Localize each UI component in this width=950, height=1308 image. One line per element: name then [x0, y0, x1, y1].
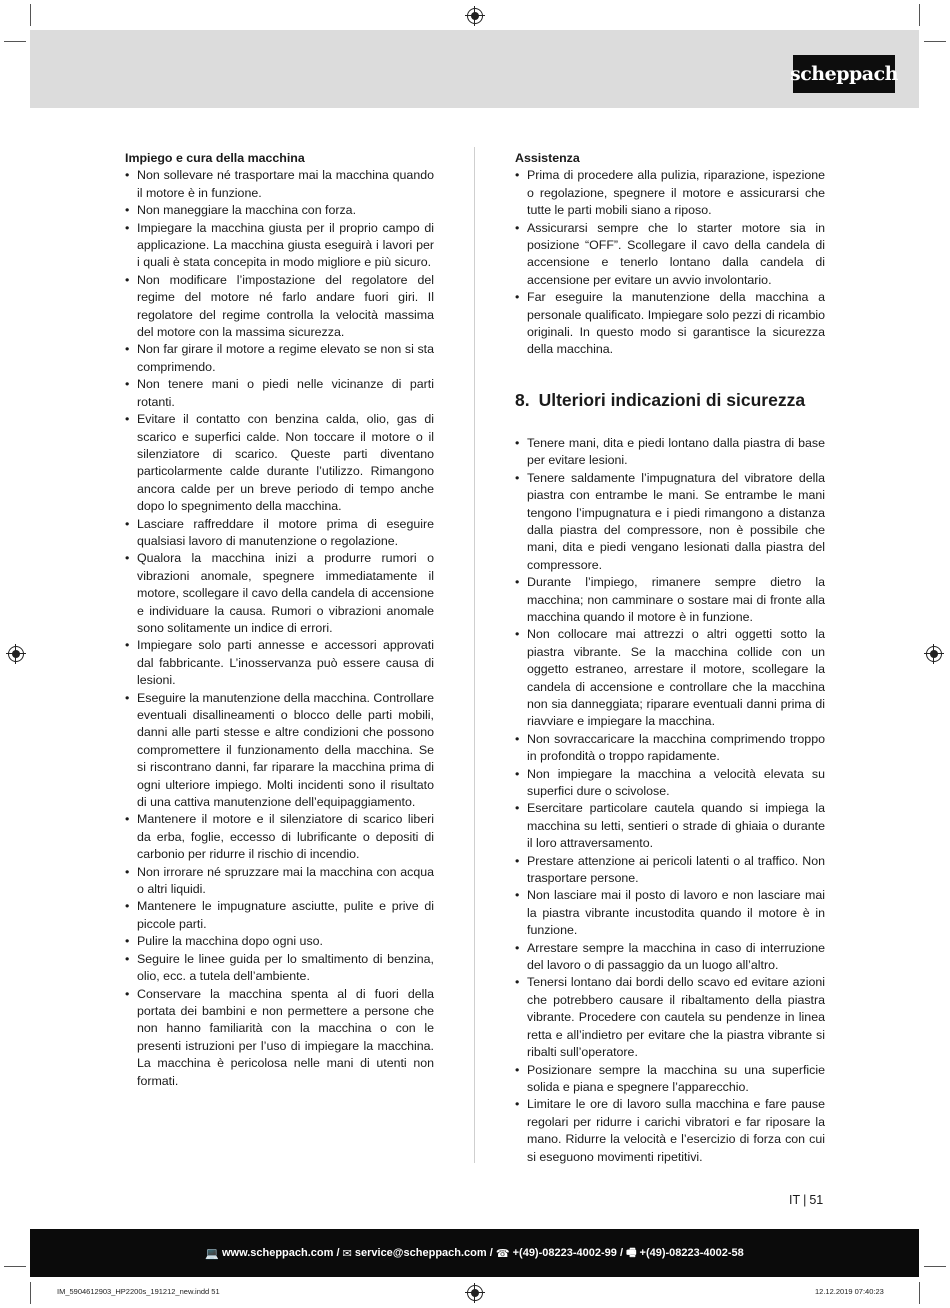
list-item: • Pulire la macchina dopo ogni uso.	[125, 933, 434, 950]
scheppach-logo	[790, 55, 898, 93]
list-item: • Eseguire la manutenzione della macchina. Controllare eventuali disallineamenti o blocco delle parti mobili, danni alle parti stesse e altre condizioni che possono compromettere il funzionamento della macchina. Se si riscontrano danni, far riparare la macchina prima di ogni ulteriore impiego. Molti incidenti sono il risultato di una cattiva manutenzione dell’equipaggiamento.	[125, 690, 434, 812]
column-divider	[474, 147, 475, 1163]
safety-bullet-list	[515, 435, 825, 1166]
list-item: • Qualora la macchina inizi a produrre rumori o vibrazioni anomale, spegnere immediatamente il motore, scollegare il cavo della candela di accensione e individuare la causa. Rumori o vibrazioni anomale sono solitamente un indice di errori.	[125, 550, 434, 637]
list-item: • Non irrorare né spruzzare mai la macchina con acqua o altri liquidi.	[125, 864, 434, 899]
footer-fax: +(49)-08223-4002-58	[639, 1247, 744, 1259]
list-item: • Evitare il contatto con benzina calda, olio, gas di scarico e superfici calde. Non toccare il motore o il silenziatore di scarico. Queste parti diventano particolarmente calde durante l’utilizzo. Rimangono ancora calde per un breve periodo di tempo anche dopo lo spegnimento della macchina.	[125, 411, 434, 515]
logo-text: scheppach	[790, 63, 898, 85]
list-item: • Impiegare solo parti annesse e accessori approvati dal fabbricante. L’inosservanza può essere causa di lesioni.	[125, 637, 434, 689]
list-item: • Non impiegare la macchina a velocità elevata su superfici dure o scivolose.	[515, 766, 825, 801]
section-title	[515, 389, 825, 411]
page-language: IT	[789, 1193, 801, 1207]
crop-mark	[30, 1282, 31, 1304]
crop-mark	[919, 1282, 920, 1304]
left-bullet-list	[125, 167, 434, 1090]
crop-mark	[30, 4, 31, 26]
crop-mark	[924, 41, 946, 42]
list-item: • Esercitare particolare cautela quando si impiega la macchina su letti, sentieri o strade di ghiaia o durante il loro attraversamento.	[515, 800, 825, 852]
list-item: • Non lasciare mai il posto di lavoro e non lasciare mai la piastra vibrante incustodita quando il motore è in funzione.	[515, 887, 825, 939]
slug-filename: IM_5904612903_HP2200s_191212_new.indd 51	[57, 1287, 220, 1296]
list-item: • Prima di procedere alla pulizia, riparazione, ispezione o regolazione, spegnere il motore e assicurarsi che tutte le parti mobili siano a riposo.	[515, 167, 825, 219]
footer-separator: /	[616, 1247, 627, 1259]
registration-mark-icon	[467, 8, 483, 24]
list-item: • Non sollevare né trasportare mai la macchina quando il motore è in funzione.	[125, 167, 434, 202]
list-item: • Posizionare sempre la macchina su una superficie solida e piana e spegnere l’apparecchio.	[515, 1062, 825, 1097]
list-item: • Mantenere il motore e il silenziatore di scarico liberi da erba, foglie, eccesso di lubrificante o depositi di carbonio per ridurre il rischio di incendio.	[125, 811, 434, 863]
slug-date: 12.12.2019 07:40:23	[815, 1287, 884, 1296]
footer-website[interactable]: www.scheppach.com	[221, 1247, 334, 1259]
registration-mark-icon	[926, 646, 942, 662]
list-item: • Non collocare mai attrezzi o altri oggetti sotto la piastra vibrante. Se la macchina collide con un oggetto estraneo, arrestare il motore, scollegare la candela di accensione e controllare che la macchina non sia danneggiata; riparare eventuali danni prima di riavviare e impiegare la macchina.	[515, 626, 825, 730]
crop-mark	[919, 4, 920, 26]
registration-mark-icon	[467, 1285, 483, 1301]
fax-icon: 🖷	[626, 1246, 640, 1259]
list-item: • Lasciare raffreddare il motore prima di eseguire qualsiasi lavoro di manutenzione o regolazione.	[125, 516, 434, 551]
crop-mark	[924, 1266, 946, 1267]
list-item: • Far eseguire la manutenzione della macchina a personale qualificato. Impiegare solo pezzi di ricambio originali. In questo modo si garantisce la sicurezza della macchina.	[515, 289, 825, 359]
list-item: • Non far girare il motore a regime elevato se non si sta comprimendo.	[125, 341, 434, 376]
right-bullet-list	[515, 167, 825, 358]
list-item: • Assicurarsi sempre che lo starter motore sia in posizione “OFF”. Scollegare il cavo della candela di accensione e tenerlo lontano dalla candela di accensione per evitare un avvio involontario.	[515, 220, 825, 290]
section-number: 8.	[515, 389, 530, 410]
footer-phone: +(49)-08223-4002-99	[512, 1247, 617, 1259]
list-item: • Arrestare sempre la macchina in caso di interruzione del lavoro o di passaggio da un luogo all’altro.	[515, 940, 825, 975]
page-number-value: 51	[809, 1193, 824, 1207]
footer-bar	[30, 1229, 919, 1277]
registration-mark-icon	[8, 646, 24, 662]
footer-email[interactable]: service@scheppach.com	[354, 1247, 487, 1259]
list-item: • Limitare le ore di lavoro sulla macchina e fare pause regolari per ridurre i carichi vibratori e far riposare la mano. Ridurre la velocità e l’esercizio di forza con cui si eseguono movimenti ripetitivi.	[515, 1096, 825, 1166]
left-column	[125, 150, 434, 1090]
computer-icon: 💻	[205, 1247, 222, 1260]
list-item: • Tenersi lontano dai bordi dello scavo ed evitare azioni che potrebbero causare il ribaltamento della piastra vibrante. Procedere con cautela su pendenze in linea retta e all’indietro per evitare che la piastra vibrante si ribalti sull’operatore.	[515, 974, 825, 1061]
list-item: • Seguire le linee guida per lo smaltimento di benzina, olio, ecc. a tutela dell’ambiente.	[125, 951, 434, 986]
right-column	[515, 150, 825, 1166]
list-item: • Tenere saldamente l’impugnatura del vibratore della piastra con entrambe le mani. Se entrambe le mani tengono l’impugnatura e i piedi rimangono a distanza dalla piastra del compressore, non è possibile che mani, dita e piedi vengano lesionati dalla piastra del compressore.	[515, 470, 825, 574]
crop-mark	[4, 41, 26, 42]
phone-icon: ☎	[495, 1247, 513, 1260]
list-item: • Non tenere mani o piedi nelle vicinanze di parti rotanti.	[125, 376, 434, 411]
heading-assistenza: Assistenza	[515, 151, 580, 165]
section-title-text: Ulteriori indicazioni di sicurezza	[538, 389, 806, 410]
heading-impiego: Impiego e cura della macchina	[125, 151, 305, 165]
list-item: • Durante l’impiego, rimanere sempre dietro la macchina; non camminare o sostare mai di fronte alla macchina quando il motore è in funzione.	[515, 574, 825, 626]
footer-separator: /	[333, 1247, 343, 1259]
list-item: • Impiegare la macchina giusta per il proprio campo di applicazione. La macchina giusta eseguirà i lavori per i quali è stata concepita in modo migliore e più sicuro.	[125, 220, 434, 272]
footer-separator: /	[486, 1247, 496, 1259]
crop-mark	[4, 1266, 26, 1267]
list-item: • Prestare attenzione ai pericoli latenti o al traffico. Non trasportare persone.	[515, 853, 825, 888]
list-item: • Non maneggiare la macchina con forza.	[125, 202, 434, 219]
header-band	[30, 30, 919, 108]
list-item: • Mantenere le impugnature asciutte, pulite e prive di piccole parti.	[125, 898, 434, 933]
list-item: • Conservare la macchina spenta al di fuori della portata dei bambini e non permettere a persone che non hanno familiarità con la macchina o con le presenti istruzioni per l’uso di impiegare la macchina. La macchina è pericolosa nelle mani di utenti non formati.	[125, 986, 434, 1090]
mail-icon: ✉	[342, 1247, 355, 1260]
page-number: IT | 51	[789, 1193, 824, 1207]
list-item: • Non modificare l’impostazione del regolatore del regime del motore né farlo andare fuori giri. Il regolatore del regime controlla la velocità massima del motore con la massima sicurezza.	[125, 272, 434, 342]
list-item: • Tenere mani, dita e piedi lontano dalla piastra di base per evitare lesioni.	[515, 435, 825, 470]
list-item: • Non sovraccaricare la macchina comprimendo troppo in profondità o troppo rapidamente.	[515, 731, 825, 766]
